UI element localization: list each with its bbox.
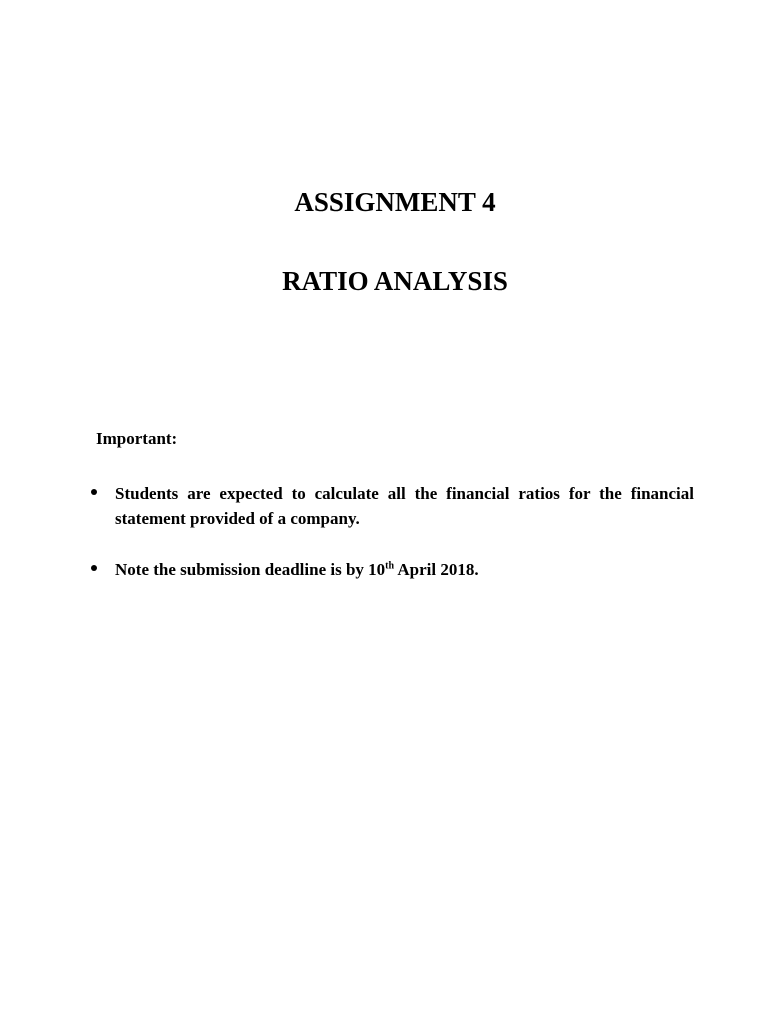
ordinal-suffix: th: [385, 560, 395, 572]
bullet-icon: [91, 489, 97, 495]
assignment-subtitle: RATIO ANALYSIS: [282, 266, 508, 296]
assignment-title: ASSIGNMENT 4: [294, 187, 496, 217]
important-label: Important:: [96, 429, 178, 448]
deadline-text-start: Note the submission deadline is by 10: [115, 560, 386, 579]
instruction-text: Students are expected to calculate all the financial ratios for the financial statement provided of a company.: [115, 484, 694, 528]
bullet-icon: [91, 565, 97, 571]
deadline-text-end: April 2018.: [394, 560, 479, 579]
deadline-text: [115, 557, 694, 582]
